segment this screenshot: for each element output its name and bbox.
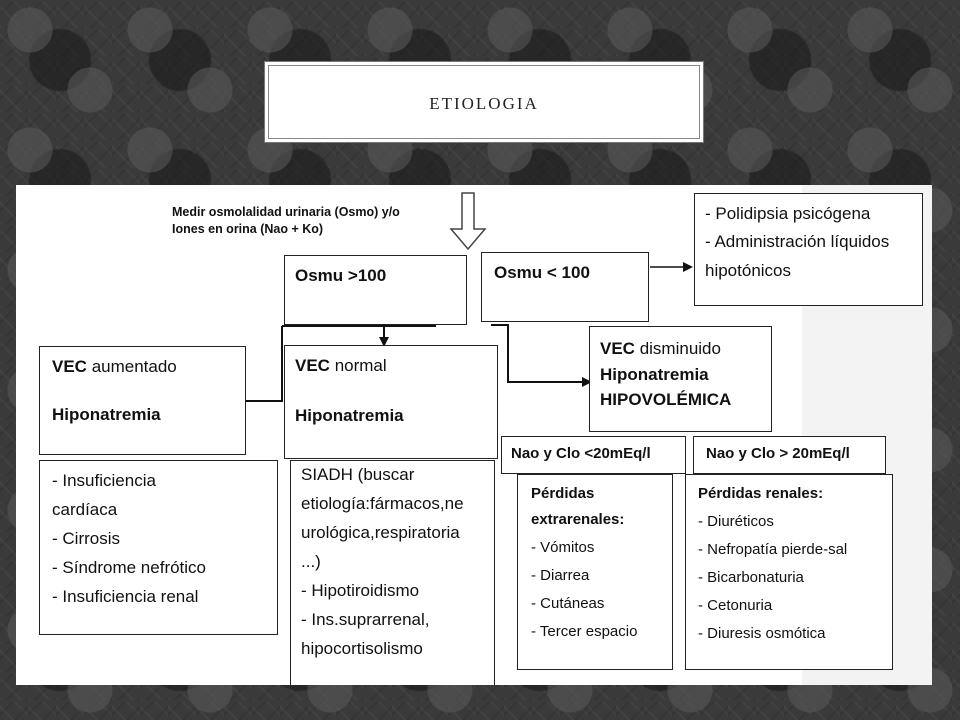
causes-aumentado-box [39, 460, 278, 635]
osmu-low-label: Osmu < 100 [494, 263, 590, 282]
list-item: - Tercer espacio [531, 623, 638, 640]
list-item: - Ins.suprarrenal, [301, 610, 430, 629]
extrarenales-box [517, 474, 673, 670]
hollow-down-arrow [451, 193, 485, 249]
flowchart-panel [16, 185, 932, 685]
list-item: - Insuficiencia renal [52, 587, 199, 606]
list-item: SIADH (buscar [301, 465, 415, 484]
vec-aumentado-title [52, 357, 177, 377]
vec-aumentado-bold: VEC [52, 357, 87, 376]
list-item: - Diuréticos [698, 513, 774, 530]
vec-normal-bold: VEC [295, 356, 330, 375]
list-item: ...) [301, 552, 321, 571]
list-item: cardíaca [52, 500, 118, 519]
vec-disminuido-title [600, 339, 721, 359]
vec-disminuido-rest: disminuido [634, 339, 721, 358]
vec-disminuido-line-3: HIPOVOLÉMICA [600, 390, 732, 409]
nao-low-label: Nao y Clo <20mEq/l [511, 445, 651, 462]
slide-title-box [264, 61, 704, 143]
vec-aumentado-sub: Hiponatremia [52, 405, 161, 424]
list-item: etiología:fármacos,ne [301, 494, 464, 513]
list-item: - Insuficiencia [52, 471, 156, 490]
vec-aumentado-box [39, 346, 246, 455]
vec-normal-rest: normal [329, 356, 387, 375]
vec-normal-box [284, 345, 498, 459]
branch-line-right [491, 325, 590, 382]
vec-normal-sub: Hiponatremia [295, 406, 404, 425]
vec-disminuido-line-2: Hiponatremia [600, 365, 709, 384]
list-item: hipocortisolismo [301, 639, 423, 658]
renales-heading: Pérdidas renales: [698, 485, 824, 502]
vec-normal-title [295, 356, 387, 376]
renales-box [685, 474, 893, 670]
osmu-high-box [284, 255, 467, 325]
vec-disminuido-box [589, 326, 772, 432]
extrarenales-heading-2: extrarenales: [531, 511, 625, 528]
list-item: - Hipotiroidismo [301, 581, 420, 600]
list-item: - Bicarbonaturia [698, 569, 804, 586]
slide-title: ETIOLOGIA [429, 94, 539, 113]
start-line-1: Medir osmolalidad urinaria (Osmo) y/o [172, 205, 400, 219]
start-line-2: Iones en orina (Nao + Ko) [172, 222, 324, 236]
list-item: - Cetonuria [698, 597, 773, 614]
psicogena-line-2: - Administración líquidos [705, 232, 890, 251]
list-item: urológica,respiratoria [301, 523, 460, 542]
osmu-high-label: Osmu >100 [295, 266, 387, 285]
list-item: - Cutáneas [531, 595, 605, 612]
vec-disminuido-bold: VEC [600, 339, 635, 358]
psicogena-line-1: - Polidipsia psicógena [705, 204, 871, 223]
list-item: - Diuresis osmótica [698, 625, 826, 642]
osmu-low-box [481, 252, 649, 322]
vec-aumentado-rest: aumentado [86, 357, 177, 376]
nao-low-box [501, 436, 686, 474]
list-item: - Cirrosis [52, 529, 120, 548]
psicogena-line-3: hipotónicos [705, 261, 792, 280]
list-item: - Nefropatía pierde-sal [698, 541, 848, 558]
list-item: - Diarrea [531, 567, 590, 584]
list-item: - Vómitos [531, 539, 595, 556]
list-item: - Síndrome nefrótico [52, 558, 207, 577]
psicogena-box [694, 193, 923, 306]
extrarenales-heading-1: Pérdidas [531, 485, 595, 502]
nao-high-label: Nao y Clo > 20mEq/l [706, 445, 850, 462]
nao-high-box [693, 436, 886, 474]
causes-normal-box [290, 460, 495, 685]
